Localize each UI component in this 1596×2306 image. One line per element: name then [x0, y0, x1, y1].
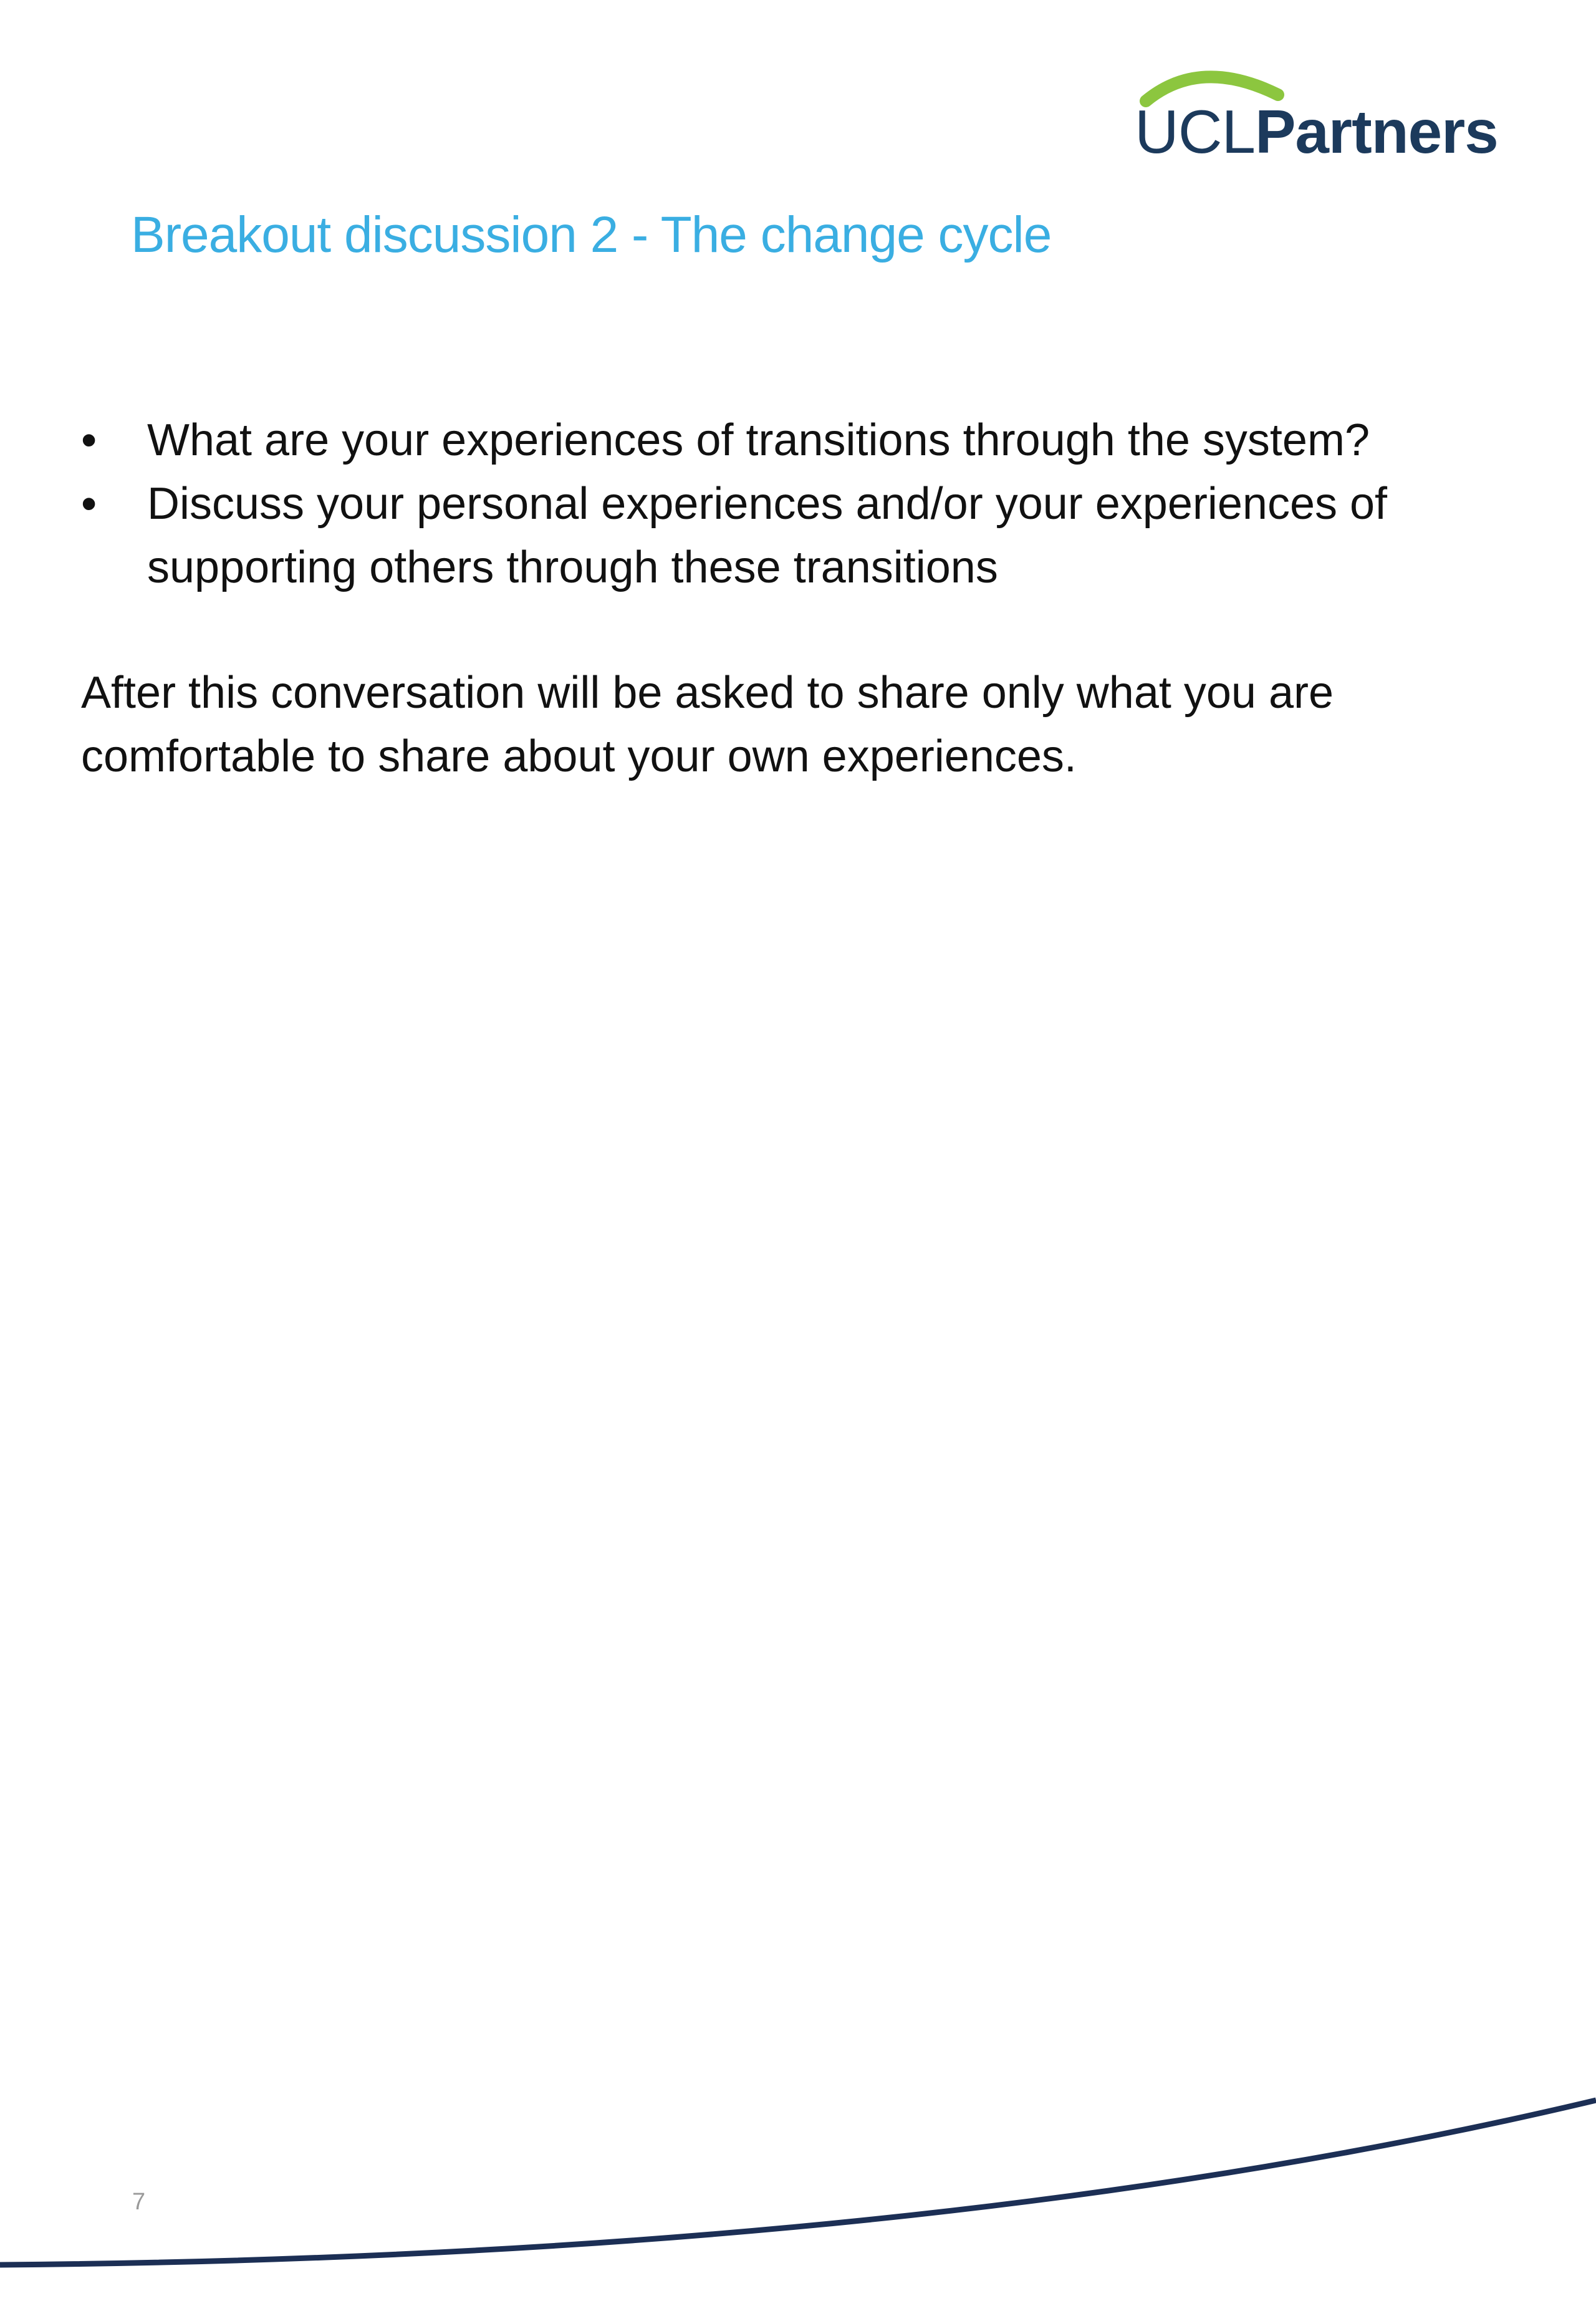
page-number: 7 — [132, 2189, 146, 2215]
bullet-text: Discuss your personal experiences and/or your experiences of supporting others through these transitions — [147, 479, 1388, 592]
slide-title: Breakout discussion 2 - The change cycle — [131, 206, 1052, 263]
bullet-item — [81, 408, 1515, 472]
bullet-marker: • — [81, 415, 97, 465]
bullet-marker: • — [81, 479, 97, 529]
logo-text-partners: Partners — [1255, 97, 1498, 166]
bullet-text: What are your experiences of transitions through the system? — [147, 415, 1370, 465]
logo-text-ucl: UCL — [1135, 97, 1256, 166]
uclpartners-logo — [1135, 62, 1509, 175]
logo-wordmark — [1135, 97, 1498, 166]
closing-note: After this conversation will be asked to share only what you are comfortable to share about your own experiences. — [81, 668, 1334, 781]
bullet-list — [81, 408, 1515, 599]
bullet-item — [81, 472, 1515, 599]
